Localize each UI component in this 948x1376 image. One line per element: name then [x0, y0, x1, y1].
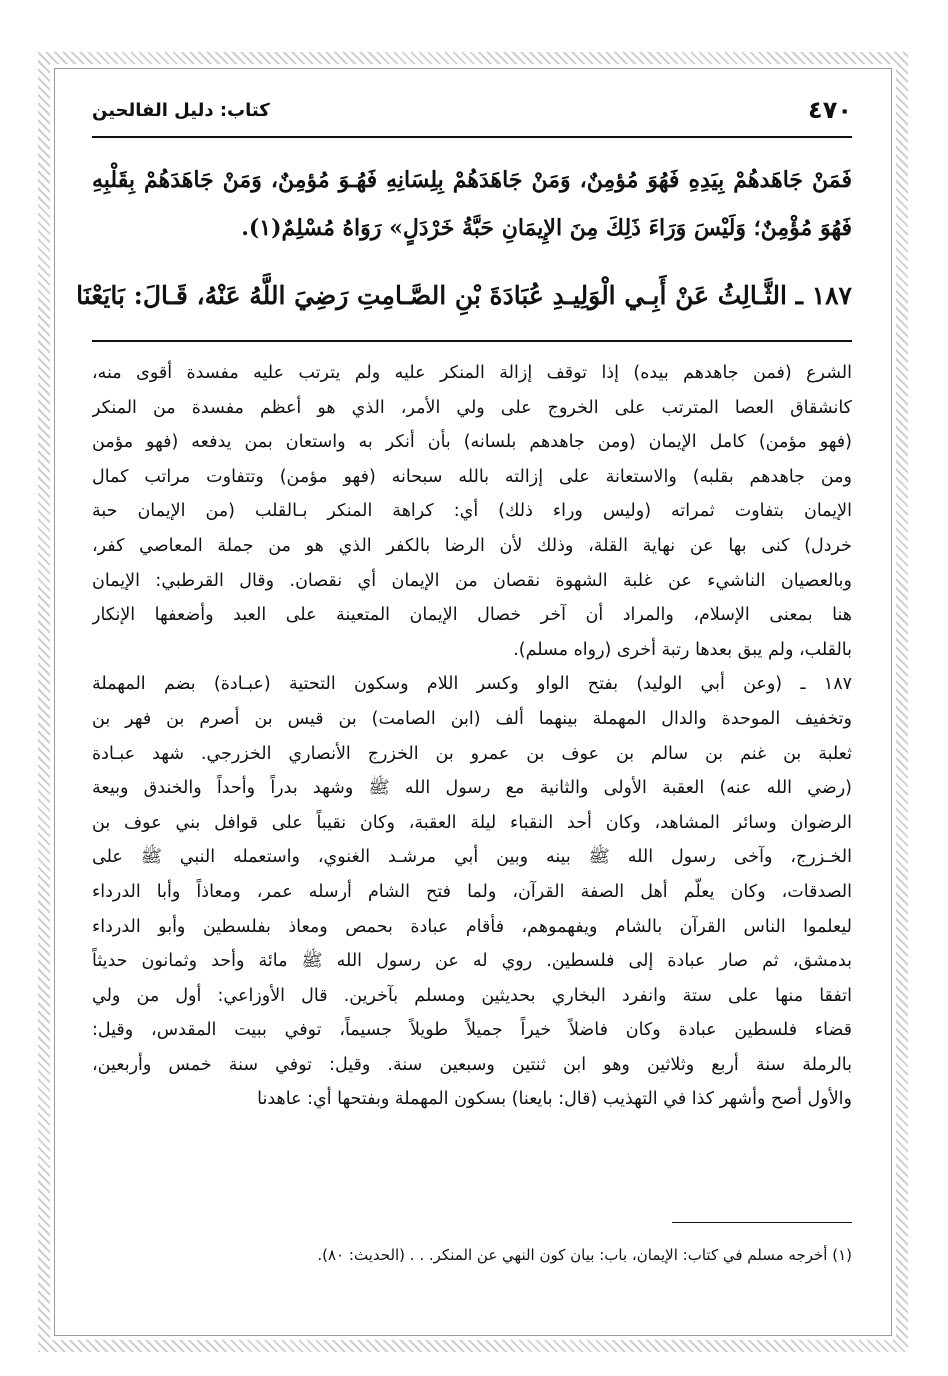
commentary-line: قضاء فلسطين عبادة وكان فاضلاً خيراً جميلاً طويلاً جسيماً، توفي ببيت المقدس، وقيل: [92, 1020, 852, 1041]
commentary-line: الصدقات، وكان يعلّم أهل الصفة القرآن، ولما فتح الشام أرسله عمر، ومعاذاً وأبا الدرداء [92, 881, 852, 902]
commentary-line: وتخفيف الموحدة والدال المهملة بينهما ألف (ابن الصامت) بن قيس بن أصرم بن فهر بن [92, 708, 852, 729]
hadith-line: فَمَنْ جَاهَدهُمْ بِيَدِهِ فَهُوَ مُؤمِنٌ، وَمَنْ جَاهَدَهُمْ بِلِسَانِهِ فَهُـوَ مُؤمِنٌ، وَمَنْ جَاهَدَهُمْ بِقَلْبِهِ [92, 167, 852, 193]
commentary-line: خردل) كنى بها عن نهاية القلة، وذلك لأن الرضا بالكفر الذي هو من جملة المعاصي كفر، [92, 535, 852, 556]
hadith-heading: ١٨٧ ـ الثَّـالِثُ عَنْ أَبِـي الْوَلِيـدِ عُبَادَةَ بْنِ الصَّـامِتِ رَضِيَ اللَّهُ عَنْهُ، قَـالَ: بَايَعْنَا [76, 281, 852, 310]
commentary-line: كانشقاق العصا المترتب على الخروج على ولي الأمر، الذي هو أعظم مفسدة من المنكر [92, 397, 852, 418]
commentary-line: بالرملة سنة أربع وثلاثين وهو ابن ثنتين وسبعين سنة. وقيل: توفي سنة خمس وأربعين، [92, 1054, 852, 1075]
page-header [92, 96, 852, 130]
hadith-line: فَهُوَ مُؤْمِنٌ؛ وَلَيْسَ وَرَاءَ ذَلِكَ مِنَ الإِيمَانِ حَبَّةُ خَرْدَلٍ» رَوَاهُ مُسْلِمٌ(١). [241, 215, 852, 241]
commentary-line: (فهو مؤمن) كامل الإيمان (ومن جاهدهم بلسانه) بأن أنكر به واستعان بمن يدفعه (فهو مؤمن [92, 432, 852, 453]
commentary-line: بدمشق، ثم صار عبادة إلى فلسطين. روي له عن رسول الله ﷺ مائة وأحد وثمانون حديثاً [92, 951, 852, 972]
header-rule [92, 136, 852, 138]
commentary-line: الشرع (فمن جاهدهم بيده) إذا توقف إزالة المنكر عليه ولم يترتب عليه مفسدة أقوى منه، [92, 363, 852, 383]
footnote: (١) أخرجه مسلم في كتاب: الإيمان، باب: بيان كون النهي عن المنكر. . . (الحديث: ٨٠). [317, 1246, 852, 1264]
page-number: ٤٧٠ [808, 96, 852, 124]
book-title: كتاب: دليل الفالحين [92, 100, 270, 121]
section-divider [92, 340, 852, 342]
commentary-body [92, 356, 852, 1117]
commentary-line: والأول أصح وأشهر كذا في التهذيب (قال: بايعنا) بسكون المهملة وبفتحها أي: عاهدنا [257, 1089, 852, 1110]
commentary-line: ومن جاهدهم بقلبه) والاستعانة على إزالته بالله سبحانه (فهو مؤمن) وتتفاوت مراتب كمال [92, 466, 852, 487]
commentary-line: ١٨٧ ـ (وعن أبي الوليد) بفتح الواو وكسر اللام وسكون التحتية (عبـادة) بضم المهملة [92, 674, 852, 695]
commentary-line: اتفقا منها على ستة وانفرد البخاري بحديثين ومسلم بآخرين. قال الأوزاعي: أول من ولي [92, 985, 852, 1006]
footnote-rule [672, 1222, 852, 1223]
commentary-line: ليعلموا الناس القرآن بالشام ويفهموهم، فأقام عبادة بحمص ومعاذ بفلسطين وأبو الدرداء [92, 916, 852, 937]
commentary-line: الإيمان بتفاوت ثمراته (وليس وراء ذلك) أي: كراهة المنكر بـالقلب (من الإيمان حبة [92, 501, 852, 522]
commentary-line: بالقلب، ولم يبق بعدها رتبة أخرى (رواه مسلم). [513, 639, 852, 660]
commentary-line: هنا بمعنى الإسلام، والمراد أن آخر خصال الإيمان المتعينة على العبد وأضعفها الإنكار [92, 605, 852, 626]
commentary-line: الرضوان وسائر المشاهد، وكان أحد النقباء ليلة العقبة، وكان نقيباً على قوافل بني عوف بن [92, 812, 852, 833]
commentary-line: وبالعصيان الناشيء عن غلبة الشهوة نقصان من الإيمان أي نقصان. وقال القرطبي: الإيمان [92, 570, 852, 591]
commentary-line: الخـزرج، وآخى رسول الله ﷺ بينه وبين أبي مرشـد الغنوي، واستعمله النبي ﷺ على [92, 847, 852, 868]
commentary-line: ثعلبة بن غنم بن سالم بن عوف بن عمرو بن الخزرج الأنصاري الخزرجي. شهد عبـادة [92, 743, 852, 764]
commentary-line: (رضي الله عنه) العقبة الأولى والثانية مع رسول الله ﷺ وشهد بدراً وأحداً والخندق وبيعة [92, 778, 852, 799]
